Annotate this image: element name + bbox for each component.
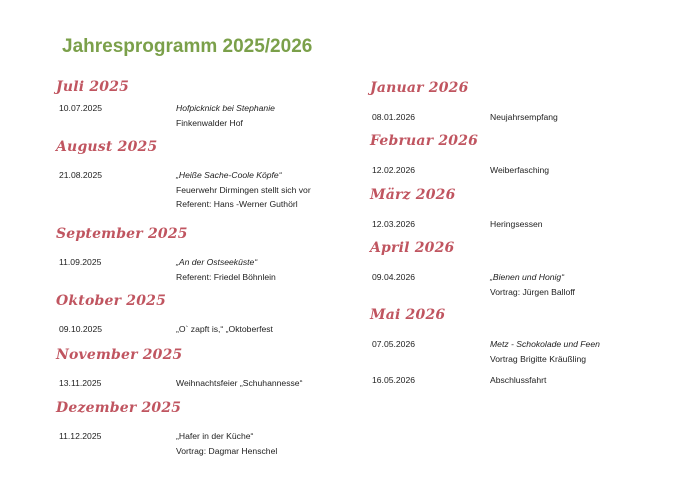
event-detail: Referent: Friedel Böhnlein: [176, 271, 276, 282]
month-heading: Oktober 2025: [56, 293, 167, 309]
event-date: 09.04.2026: [372, 272, 416, 282]
event-date: 09.10.2025: [59, 324, 103, 334]
month-heading: Juli 2025: [56, 79, 130, 95]
event-date: 13.11.2025: [59, 378, 102, 388]
event-detail: Feuerwehr Dirmingen stellt sich vor: [176, 184, 311, 195]
month-heading: August 2025: [56, 139, 158, 155]
event-date: 11.12.2025: [59, 431, 102, 441]
event-detail: Vortrag: Jürgen Balloff: [490, 286, 575, 297]
month-heading: Januar 2026: [370, 80, 469, 96]
event-date: 12.02.2026: [372, 165, 416, 175]
event-title: Hofpicknick bei Stephanie: [176, 103, 275, 113]
event-title: Neujahrsempfang: [490, 112, 558, 122]
event-date: 07.05.2026: [372, 339, 416, 349]
event-detail: Vortrag: Dagmar Henschel: [176, 445, 278, 456]
event-title: Abschlussfahrt: [490, 375, 547, 385]
event-title: „Heiße Sache-Coole Köpfe“: [176, 170, 282, 180]
event-detail: Referent: Hans -Werner Guthörl: [176, 199, 298, 209]
event-detail: Vortrag Brigitte Kräußling: [490, 353, 587, 364]
event-title: „Bienen und Honig“: [490, 272, 565, 282]
event-title: Metz - Schokolade und Feen: [490, 339, 600, 349]
event-title: Heringsessen: [490, 219, 543, 229]
month-heading: Dezember 2025: [56, 400, 182, 416]
month-heading: November 2025: [56, 347, 183, 363]
event-date: 08.01.2026: [372, 112, 416, 122]
event-date: 21.08.2025: [59, 170, 103, 180]
event-title: „O` zapft is,“ „Oktoberfest: [176, 324, 273, 334]
event-title: „Hafer in der Küche“: [176, 431, 254, 441]
month-heading: September 2025: [56, 226, 188, 242]
event-detail: Finkenwalder Hof: [176, 117, 243, 128]
event-title: Weihnachtsfeier „Schuhannesse“: [176, 378, 303, 388]
page-title: Jahresprogramm 2025/2026: [62, 36, 313, 57]
event-date: 11.09.2025: [59, 257, 102, 267]
event-date: 12.03.2026: [372, 219, 416, 229]
event-title: Weiberfasching: [490, 165, 550, 175]
event-date: 16.05.2026: [372, 375, 416, 385]
event-title: „An der Ostseeküste“: [176, 257, 258, 267]
month-heading: Februar 2026: [370, 133, 479, 149]
month-heading: April 2026: [370, 240, 455, 256]
month-heading: März 2026: [370, 187, 456, 203]
month-heading: Mai 2026: [370, 307, 446, 323]
event-date: 10.07.2025: [59, 103, 103, 113]
